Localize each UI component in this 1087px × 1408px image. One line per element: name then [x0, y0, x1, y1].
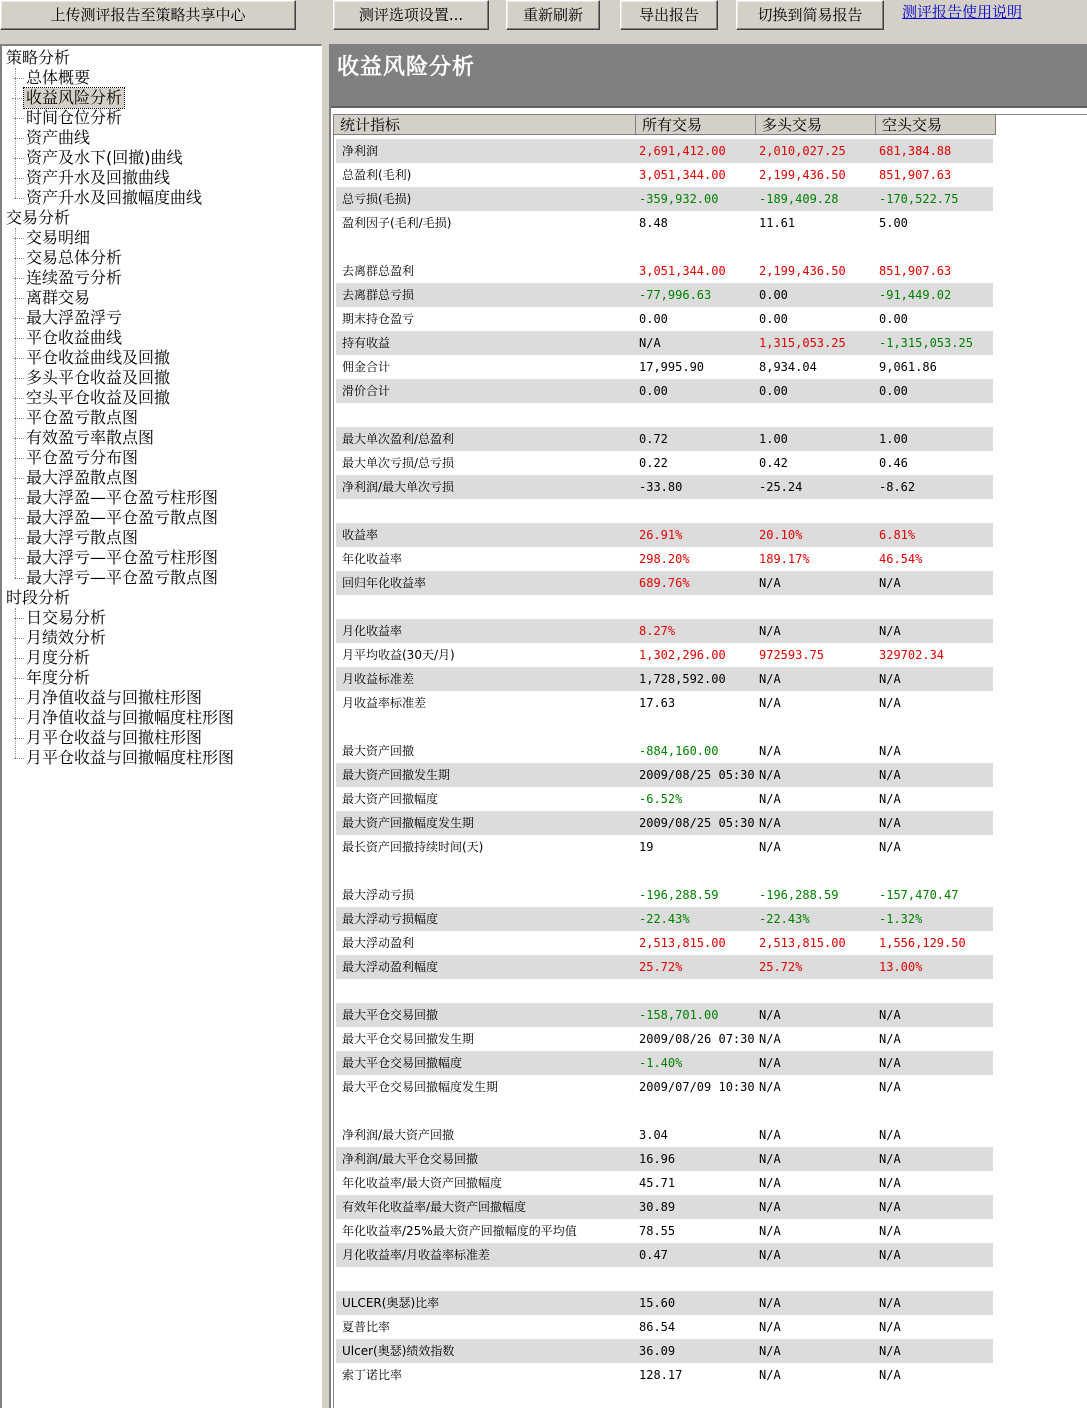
upload-report-button[interactable]: 上传测评报告至策略共享中心: [0, 0, 296, 30]
long-trades-value: N/A: [759, 696, 781, 710]
metric-label: 最大平仓交易回撤: [342, 1008, 439, 1022]
all-trades-value: -22.43%: [639, 912, 690, 926]
metric-label: 月化收益率: [342, 624, 403, 638]
long-trades-value: 0.42: [759, 456, 788, 470]
table-row: [336, 523, 993, 547]
long-trades-value: N/A: [759, 768, 781, 782]
short-trades-value: -1,315,053.25: [879, 336, 973, 350]
all-trades-value: 2009/08/25 05:30: [639, 816, 755, 830]
all-trades-value: -196,288.59: [639, 888, 719, 902]
metric-label: 总亏损(毛损): [342, 192, 412, 206]
all-trades-value: 19: [639, 840, 654, 854]
tree-item[interactable]: 最大浮亏—平仓盈亏柱形图: [26, 548, 219, 567]
metric-label: 最大浮动盈利: [342, 936, 415, 950]
short-trades-value: -1.32%: [879, 912, 923, 926]
short-trades-value: N/A: [879, 672, 901, 686]
metric-label: 最长资产回撤持续时间(天): [342, 840, 484, 854]
panel-title-bar: [331, 46, 1087, 108]
table-row: [336, 427, 993, 451]
metric-label: 净利润: [342, 144, 379, 158]
metric-label: 收益率: [342, 528, 379, 542]
all-trades-value: 0.00: [639, 312, 668, 326]
long-trades-value: N/A: [759, 1200, 781, 1214]
table-row: [336, 739, 993, 763]
short-trades-value: -8.62: [879, 480, 916, 494]
header-all-trades[interactable]: 所有交易: [636, 115, 756, 135]
table-row: [336, 1147, 993, 1171]
metric-label: 佣金合计: [342, 360, 391, 374]
tree-connector: [15, 68, 16, 198]
long-trades-value: 0.00: [759, 384, 788, 398]
short-trades-value: 1.00: [879, 432, 908, 446]
tree-item[interactable]: 时间仓位分析: [26, 108, 123, 127]
long-trades-value: N/A: [759, 744, 781, 758]
table-row: [336, 331, 993, 355]
table-row: [336, 571, 993, 595]
metric-label: 最大资产回撤幅度发生期: [342, 816, 475, 830]
long-trades-value: 1,315,053.25: [759, 336, 846, 350]
short-trades-value: 851,907.63: [879, 264, 952, 278]
header-short-trades[interactable]: 空头交易: [876, 115, 996, 135]
table-row: [336, 691, 993, 715]
all-trades-value: 8.27%: [639, 624, 676, 638]
table-row: [336, 379, 993, 403]
table-row: [336, 883, 993, 907]
all-trades-value: 8.48: [639, 216, 668, 230]
tree-item[interactable]: 最大浮盈散点图: [26, 468, 139, 487]
tree-item[interactable]: 月净值收益与回撤柱形图: [26, 688, 203, 707]
short-trades-value: 1,556,129.50: [879, 936, 966, 950]
metric-label: 滑价合计: [342, 384, 391, 398]
table-row: [336, 139, 993, 163]
metric-label: 最大平仓交易回撤发生期: [342, 1032, 475, 1046]
short-trades-value: 0.46: [879, 456, 908, 470]
long-trades-value: N/A: [759, 792, 781, 806]
tree-item[interactable]: 总体概要: [26, 68, 91, 87]
tree-item[interactable]: 月平仓收益与回撤柱形图: [26, 728, 203, 747]
long-trades-value: 0.00: [759, 312, 788, 326]
all-trades-value: -77,996.63: [639, 288, 712, 302]
long-trades-value: N/A: [759, 624, 781, 638]
all-trades-value: 0.72: [639, 432, 668, 446]
all-trades-value: 16.96: [639, 1152, 676, 1166]
short-trades-value: N/A: [879, 1176, 901, 1190]
table-row: [336, 787, 993, 811]
table-row: [336, 1003, 993, 1027]
table-row: [336, 211, 993, 235]
long-trades-value: N/A: [759, 1008, 781, 1022]
tree-item[interactable]: 月平仓收益与回撤幅度柱形图: [26, 748, 235, 767]
table-row: [336, 1051, 993, 1075]
metric-label: 索丁诺比率: [342, 1368, 403, 1382]
metric-label: 去离群总盈利: [342, 264, 415, 278]
tree-item[interactable]: 月度分析: [26, 648, 91, 667]
all-trades-value: -6.52%: [639, 792, 683, 806]
table-row: [336, 763, 993, 787]
all-trades-value: 78.55: [639, 1224, 676, 1238]
table-row: [336, 547, 993, 571]
metric-label: 净利润/最大单次亏损: [342, 480, 455, 494]
short-trades-value: 681,384.88: [879, 144, 952, 158]
table-row: [336, 283, 993, 307]
table-header: [334, 115, 994, 136]
metric-label: 持有收益: [342, 336, 391, 350]
long-trades-value: N/A: [759, 1152, 781, 1166]
short-trades-value: N/A: [879, 1080, 901, 1094]
metric-label: 夏普比率: [342, 1320, 391, 1334]
tree-connector: [15, 228, 16, 578]
short-trades-value: 9,061.86: [879, 360, 937, 374]
tree-item[interactable]: 收益风险分析: [26, 88, 123, 107]
long-trades-value: N/A: [759, 840, 781, 854]
all-trades-value: 17,995.90: [639, 360, 705, 374]
short-trades-value: -170,522.75: [879, 192, 959, 206]
table-row: [336, 1219, 993, 1243]
table-row: [336, 811, 993, 835]
short-trades-value: -91,449.02: [879, 288, 952, 302]
table-row: [336, 475, 993, 499]
long-trades-value: N/A: [759, 816, 781, 830]
tree-item[interactable]: 月净值收益与回撤幅度柱形图: [26, 708, 235, 727]
metric-label: 总盈利(毛利): [342, 168, 412, 182]
metric-label: 有效年化收益率/最大资产回撤幅度: [342, 1200, 527, 1214]
table-row: [336, 667, 993, 691]
all-trades-value: 2,691,412.00: [639, 144, 726, 158]
table-row: [336, 955, 993, 979]
long-trades-value: N/A: [759, 1224, 781, 1238]
table-row: [336, 1339, 993, 1363]
short-trades-value: N/A: [879, 1224, 901, 1238]
tree-item[interactable]: 最大浮盈浮亏: [26, 308, 123, 327]
long-trades-value: 11.61: [759, 216, 796, 230]
all-trades-value: 3.04: [639, 1128, 668, 1142]
table-row: [336, 451, 993, 475]
all-trades-value: -359,932.00: [639, 192, 719, 206]
long-trades-value: N/A: [759, 1032, 781, 1046]
long-trades-value: 2,010,027.25: [759, 144, 846, 158]
table-row: [336, 259, 993, 283]
all-trades-value: 128.17: [639, 1368, 683, 1382]
table-row: [336, 1171, 993, 1195]
export-report-button[interactable]: 导出报告: [620, 0, 718, 30]
metric-label: 净利润/最大资产回撤: [342, 1128, 455, 1142]
all-trades-value: 2009/08/25 05:30: [639, 768, 755, 782]
table-row: [336, 1315, 993, 1339]
metric-label: Ulcer(奥瑟)绩效指数: [342, 1344, 455, 1358]
short-trades-value: N/A: [879, 1032, 901, 1046]
short-trades-value: N/A: [879, 1056, 901, 1070]
all-trades-value: 2009/08/26 07:30: [639, 1032, 755, 1046]
tree-item[interactable]: 年度分析: [26, 668, 91, 687]
metric-label: 年化收益率/最大资产回撤幅度: [342, 1176, 503, 1190]
tree-item[interactable]: 最大浮亏散点图: [26, 528, 139, 547]
table-row: [336, 187, 993, 211]
tree-item[interactable]: 资产及水下(回撤)曲线: [26, 148, 183, 167]
tree-item[interactable]: 平仓盈亏分布图: [26, 448, 139, 467]
metric-label: 期末持仓盈亏: [342, 312, 415, 326]
short-trades-value: 5.00: [879, 216, 908, 230]
table-row: [336, 619, 993, 643]
tree-item[interactable]: 平仓收益曲线: [26, 328, 123, 347]
metric-label: 最大浮动亏损幅度: [342, 912, 439, 926]
long-trades-value: N/A: [759, 576, 781, 590]
all-trades-value: 3,051,344.00: [639, 168, 726, 182]
all-trades-value: 25.72%: [639, 960, 683, 974]
long-trades-value: N/A: [759, 1344, 781, 1358]
long-trades-value: 1.00: [759, 432, 788, 446]
metric-label: 月平均收益(30天/月): [342, 648, 455, 662]
all-trades-value: 26.91%: [639, 528, 683, 542]
panel-title: 收益风险分析: [337, 55, 476, 80]
short-trades-value: N/A: [879, 816, 901, 830]
table-row: [336, 1363, 993, 1387]
metric-label: 最大平仓交易回撤幅度发生期: [342, 1080, 499, 1094]
all-trades-value: -884,160.00: [639, 744, 719, 758]
all-trades-value: -1.40%: [639, 1056, 683, 1070]
all-trades-value: 15.60: [639, 1296, 676, 1310]
short-trades-value: N/A: [879, 576, 901, 590]
table-row: [336, 1291, 993, 1315]
metric-label: 最大单次亏损/总亏损: [342, 456, 455, 470]
metric-label: 最大浮动盈利幅度: [342, 960, 439, 974]
all-trades-value: 3,051,344.00: [639, 264, 726, 278]
all-trades-value: 2009/07/09 10:30: [639, 1080, 755, 1094]
table-row: [336, 307, 993, 331]
metric-label: 最大单次盈利/总盈利: [342, 432, 455, 446]
tree-item[interactable]: 离群交易: [26, 288, 91, 307]
table-row: [336, 835, 993, 859]
short-trades-value: 0.00: [879, 384, 908, 398]
all-trades-value: 0.47: [639, 1248, 668, 1262]
short-trades-value: N/A: [879, 840, 901, 854]
long-trades-value: 20.10%: [759, 528, 803, 542]
all-trades-value: 86.54: [639, 1320, 676, 1334]
table-row: [336, 163, 993, 187]
metric-label: 月收益率标准差: [342, 696, 427, 710]
metric-label: 回归年化收益率: [342, 576, 427, 590]
tree-item[interactable]: 最大浮盈—平仓盈亏散点图: [26, 508, 219, 527]
short-trades-value: N/A: [879, 1152, 901, 1166]
tree-group[interactable]: 交易分析: [6, 208, 71, 227]
short-trades-value: N/A: [879, 624, 901, 638]
long-trades-value: N/A: [759, 672, 781, 686]
long-trades-value: N/A: [759, 1320, 781, 1334]
metric-label: 去离群总亏损: [342, 288, 415, 302]
short-trades-value: 329702.34: [879, 648, 945, 662]
long-trades-value: N/A: [759, 1128, 781, 1142]
short-trades-value: 851,907.63: [879, 168, 952, 182]
tree-item[interactable]: 资产升水及回撤幅度曲线: [26, 188, 203, 207]
long-trades-value: -189,409.28: [759, 192, 839, 206]
tree-group[interactable]: 时段分析: [6, 588, 71, 607]
help-link[interactable]: 测评报告使用说明: [902, 3, 1023, 21]
metric-label: ULCER(奥瑟)比率: [342, 1296, 440, 1310]
long-trades-value: 8,934.04: [759, 360, 817, 374]
metric-label: 月化收益率/月收益率标准差: [342, 1248, 491, 1262]
long-trades-value: 2,199,436.50: [759, 264, 846, 278]
short-trades-value: N/A: [879, 1128, 901, 1142]
short-trades-value: N/A: [879, 1344, 901, 1358]
metric-label: 年化收益率/25%最大资产回撤幅度的平均值: [342, 1224, 577, 1238]
short-trades-value: N/A: [879, 1296, 901, 1310]
short-trades-value: N/A: [879, 744, 901, 758]
short-trades-value: N/A: [879, 792, 901, 806]
short-trades-value: -157,470.47: [879, 888, 959, 902]
short-trades-value: N/A: [879, 1248, 901, 1262]
metric-label: 最大资产回撤幅度: [342, 792, 439, 806]
short-trades-value: N/A: [879, 1368, 901, 1382]
metric-label: 净利润/最大平仓交易回撤: [342, 1152, 479, 1166]
stats-table: [333, 114, 1087, 1408]
short-trades-value: N/A: [879, 1320, 901, 1334]
all-trades-value: 689.76%: [639, 576, 690, 590]
long-trades-value: 2,513,815.00: [759, 936, 846, 950]
short-trades-value: 0.00: [879, 312, 908, 326]
all-trades-value: N/A: [639, 336, 661, 350]
all-trades-value: 1,302,296.00: [639, 648, 726, 662]
long-trades-value: N/A: [759, 1296, 781, 1310]
metric-label: 盈利因子(毛利/毛损): [342, 216, 452, 230]
tree-item[interactable]: 平仓盈亏散点图: [26, 408, 139, 427]
short-trades-value: 13.00%: [879, 960, 923, 974]
all-trades-value: 17.63: [639, 696, 676, 710]
table-row: [336, 355, 993, 379]
table-row: [336, 931, 993, 955]
all-trades-value: 0.22: [639, 456, 668, 470]
table-row: [336, 1243, 993, 1267]
tree-item[interactable]: 资产升水及回撤曲线: [26, 168, 171, 187]
tree-item[interactable]: 空头平仓收益及回撤: [26, 388, 171, 407]
all-trades-value: -158,701.00: [639, 1008, 719, 1022]
all-trades-value: 2,513,815.00: [639, 936, 726, 950]
long-trades-value: N/A: [759, 1176, 781, 1190]
header-metric[interactable]: 统计指标: [334, 115, 636, 135]
metric-label: 最大资产回撤: [342, 744, 415, 758]
tree-item[interactable]: 最大浮亏—平仓盈亏散点图: [26, 568, 219, 587]
all-trades-value: 45.71: [639, 1176, 676, 1190]
all-trades-value: 1,728,592.00: [639, 672, 726, 686]
tree-item[interactable]: 有效盈亏率散点图: [26, 428, 155, 447]
tree-item[interactable]: 月绩效分析: [26, 628, 107, 647]
metric-label: 最大浮动亏损: [342, 888, 415, 902]
long-trades-value: 189.17%: [759, 552, 810, 566]
tree-group[interactable]: 策略分析: [6, 48, 71, 67]
long-trades-value: -25.24: [759, 480, 803, 494]
tree-item[interactable]: 多头平仓收益及回撤: [26, 368, 171, 387]
tree-item[interactable]: 资产曲线: [26, 128, 91, 147]
refresh-button[interactable]: 重新刷新: [506, 0, 600, 30]
table-row: [336, 643, 993, 667]
report-panel: [329, 44, 1087, 1408]
tree-item[interactable]: 日交易分析: [26, 608, 107, 627]
settings-button[interactable]: 测评选项设置...: [333, 0, 489, 30]
header-long-trades[interactable]: 多头交易: [756, 115, 876, 135]
tree-item[interactable]: 连续盈亏分析: [26, 268, 123, 287]
tree-item[interactable]: 平仓收益曲线及回撤: [26, 348, 171, 367]
long-trades-value: N/A: [759, 1056, 781, 1070]
all-trades-value: 36.09: [639, 1344, 676, 1358]
short-trades-value: N/A: [879, 1200, 901, 1214]
long-trades-value: -196,288.59: [759, 888, 839, 902]
long-trades-value: N/A: [759, 1368, 781, 1382]
long-trades-value: 2,199,436.50: [759, 168, 846, 182]
long-trades-value: N/A: [759, 1080, 781, 1094]
short-trades-value: N/A: [879, 768, 901, 782]
all-trades-value: -33.80: [639, 480, 683, 494]
all-trades-value: 30.89: [639, 1200, 676, 1214]
tree-item[interactable]: 最大浮盈—平仓盈亏柱形图: [26, 488, 219, 507]
long-trades-value: -22.43%: [759, 912, 810, 926]
metric-label: 最大平仓交易回撤幅度: [342, 1056, 463, 1070]
table-row: [336, 1027, 993, 1051]
long-trades-value: N/A: [759, 1248, 781, 1262]
table-row: [336, 1075, 993, 1099]
long-trades-value: 25.72%: [759, 960, 803, 974]
tree-connector: [15, 608, 16, 758]
all-trades-value: 298.20%: [639, 552, 690, 566]
navigation-tree: [0, 44, 322, 1408]
table-row: [336, 907, 993, 931]
table-row: [336, 1123, 993, 1147]
all-trades-value: 0.00: [639, 384, 668, 398]
long-trades-value: 972593.75: [759, 648, 825, 662]
switch-simple-report-button[interactable]: 切换到简易报告: [736, 0, 884, 30]
long-trades-value: 0.00: [759, 288, 788, 302]
short-trades-value: N/A: [879, 696, 901, 710]
metric-label: 年化收益率: [342, 552, 403, 566]
short-trades-value: 46.54%: [879, 552, 923, 566]
short-trades-value: 6.81%: [879, 528, 916, 542]
tree-item[interactable]: 交易明细: [26, 228, 91, 247]
metric-label: 最大资产回撤发生期: [342, 768, 451, 782]
table-row: [336, 1195, 993, 1219]
short-trades-value: N/A: [879, 1008, 901, 1022]
tree-item[interactable]: 交易总体分析: [26, 248, 123, 267]
metric-label: 月收益标准差: [342, 672, 415, 686]
